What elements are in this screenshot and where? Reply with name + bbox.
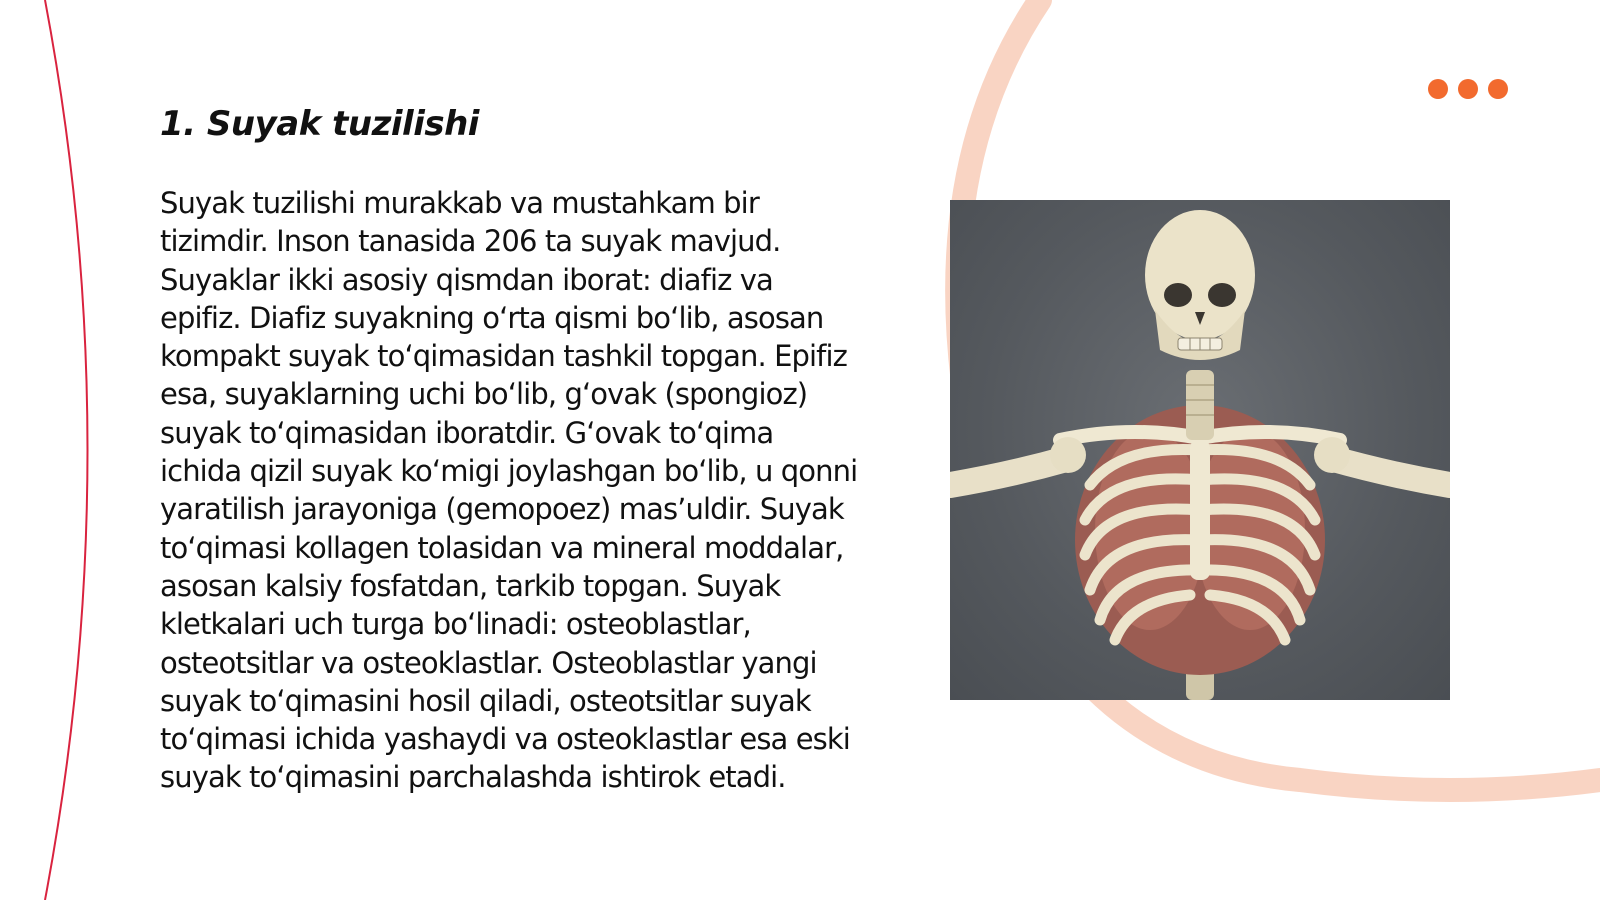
skeleton-illustration [950,200,1450,700]
slide-body-text: Suyak tuzilishi murakkab va mustahkam bir tizimdir. Inson tanasida 206 ta suyak mavjud. Suyaklar ikki asosiy qismdan iborat: diafiz va epifiz. Diafiz suyakning oʻrta qismi boʻlib, asosan kompakt suyak toʻqimasidan tashkil topgan. Epifiz esa, suyaklarning uchi boʻlib, gʻovak (spongioz) suyak toʻqimasidan iboratdir. Gʻovak toʻqima ichida qizil suyak koʻmigi joylashgan boʻlib, u qonni yaratilish jarayoniga (gemopoez) masʼuldir. Suyak toʻqimasi kollagen tolasidan va mineral moddalar, asosan kalsiy fosfatdan, tarkib topgan. Suyak kletkalari uch turga boʻlinadi: osteoblastlar, osteotsitlar va osteoklastlar. Osteoblastlar yangi suyak toʻqimasini hosil qiladi, osteotsitlar suyak toʻqimasi ichida yashaydi va osteoklastlar esa eski suyak toʻqimasini parchalashda ishtirok etadi. [160,186,858,795]
dot [1458,79,1478,99]
left-red-curve [45,0,88,900]
dot [1488,79,1508,99]
skeleton-image [950,200,1450,700]
menu-dots-icon [1428,79,1508,99]
dot [1428,79,1448,99]
slide-title: 1. Suyak tuzilishi [160,104,479,144]
